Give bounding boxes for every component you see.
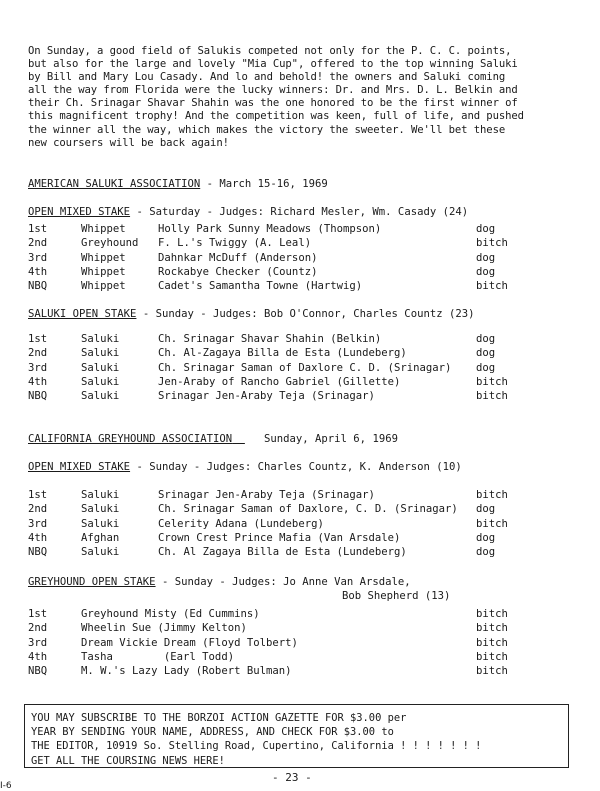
dog-cell: M. W.'s Lazy Lady (Robert Bulman): [81, 665, 292, 678]
sex-cell: bitch: [476, 665, 508, 678]
margin-note: I-6: [0, 781, 12, 791]
dog-cell: Rockabye Checker (Countz): [158, 265, 318, 278]
cga-open-heading: [28, 461, 462, 473]
breed-cell: Greyhound: [81, 237, 139, 250]
dog-cell: Ch. Srinagar Saman of Daxlore, C. D. (Srinagar): [158, 503, 458, 516]
breed-cell: Whippet: [81, 251, 126, 264]
table-row: [28, 223, 556, 237]
cga-date: Sunday, April 6, 1969: [264, 433, 398, 445]
sex-cell: bitch: [476, 650, 508, 663]
subscription-line: YEAR BY SENDING YOUR NAME, ADDRESS, AND CHECK FOR $3.00 to: [31, 726, 394, 739]
dog-cell: F. L.'s Twiggy (A. Leal): [158, 237, 312, 250]
place-cell: 3rd: [28, 636, 48, 649]
sex-cell: bitch: [476, 608, 508, 620]
table-row: [28, 237, 556, 251]
sex-cell: dog: [476, 546, 496, 559]
place-cell: 2nd: [28, 347, 48, 360]
breed-cell: Whippet: [81, 265, 126, 278]
breed-cell: Saluki: [81, 375, 120, 388]
breed-cell: Whippet: [81, 223, 126, 235]
sex-cell: bitch: [476, 636, 508, 649]
table-row: [28, 503, 556, 517]
sex-cell: dog: [476, 333, 496, 345]
dog-cell: Srinagar Jen-Araby Teja (Srinagar): [158, 489, 375, 501]
table-row: [28, 376, 556, 390]
asa-saluki-results: [28, 333, 556, 404]
cga-greyhound-heading: [28, 576, 411, 588]
dog-cell: Dahnkar McDuff (Anderson): [158, 251, 318, 264]
asa-saluki-heading: [28, 308, 474, 320]
place-cell: 4th: [28, 650, 48, 663]
place-cell: NBQ: [28, 390, 48, 403]
place-cell: NBQ: [28, 546, 48, 559]
breed-cell: Afghan: [81, 531, 120, 544]
sex-cell: bitch: [476, 375, 508, 388]
cga-open-results: [28, 489, 556, 560]
subscription-box: [24, 704, 569, 768]
table-row: [28, 665, 556, 679]
subscription-line: YOU MAY SUBSCRIBE TO THE BORZOI ACTION GAZETTE FOR $3.00 per: [31, 712, 407, 724]
asa-saluki-title: SALUKI OPEN STAKE: [28, 308, 137, 320]
table-row: [28, 390, 556, 404]
place-cell: 4th: [28, 375, 48, 388]
table-row: [28, 532, 556, 546]
asa-heading: [28, 178, 328, 190]
place-cell: 3rd: [28, 517, 48, 530]
dog-cell: Wheelin Sue (Jimmy Kelton): [81, 622, 247, 635]
dog-cell: Ch. Al Zagaya Billa de Esta (Lundeberg): [158, 546, 407, 559]
sex-cell: bitch: [476, 489, 508, 501]
breed-cell: Saluki: [81, 517, 120, 530]
breed-cell: Saluki: [81, 347, 120, 360]
intro-line: by Bill and Mary Lou Casady. And lo and behold! the owners and Saluki coming: [28, 71, 506, 84]
table-row: [28, 608, 556, 622]
asa-open-title: OPEN MIXED STAKE: [28, 206, 131, 218]
asa-saluki-info: - Sunday - Judges: Bob O'Connor, Charles Countz (23): [136, 308, 475, 320]
asa-title: AMERICAN SALUKI ASSOCIATION: [28, 178, 201, 190]
dog-cell: Dream Vickie Dream (Floyd Tolbert): [81, 636, 298, 649]
breed-cell: Saluki: [81, 390, 120, 403]
table-row: [28, 280, 556, 294]
dog-cell: Tasha (Earl Todd): [81, 650, 235, 663]
intro-line: On Sunday, a good field of Salukis competed not only for the P. C. C. points,: [28, 45, 512, 57]
place-cell: 4th: [28, 265, 48, 278]
cga-open-title: OPEN MIXED STAKE: [28, 461, 131, 473]
dog-cell: Holly Park Sunny Meadows (Thompson): [158, 223, 382, 235]
breed-cell: Saluki: [81, 489, 120, 501]
asa-open-results: [28, 223, 556, 294]
table-row: [28, 518, 556, 532]
place-cell: NBQ: [28, 665, 48, 678]
dog-cell: Ch. Srinagar Saman of Daxlore C. D. (Srinagar): [158, 361, 452, 374]
sex-cell: dog: [476, 251, 496, 264]
intro-line: all the way from Florida were the lucky winners: Dr. and Mrs. D. L. Belkin and: [28, 84, 518, 97]
intro-paragraph: [28, 45, 573, 150]
intro-line: their Ch. Srinagar Shavar Shahin was the one honored to be the first winner of: [28, 97, 518, 110]
table-row: [28, 622, 556, 636]
place-cell: 2nd: [28, 237, 48, 250]
asa-date: - March 15-16, 1969: [200, 178, 328, 190]
sex-cell: dog: [476, 347, 496, 360]
place-cell: 3rd: [28, 251, 48, 264]
sex-cell: dog: [476, 265, 496, 278]
intro-line: but also for the large and lovely "Mia Cup", offered to the top winning Saluki: [28, 58, 518, 71]
cga-open-info: - Sunday - Judges: Charles Countz, K. Anderson (10): [130, 461, 462, 473]
place-cell: 2nd: [28, 622, 48, 635]
place-cell: 2nd: [28, 503, 48, 516]
dog-cell: Ch. Srinagar Shavar Shahin (Belkin): [158, 333, 382, 345]
table-row: [28, 362, 556, 376]
subscription-line: THE EDITOR, 10919 So. Stelling Road, Cupertino, California ! ! ! ! ! ! !: [31, 740, 482, 753]
table-row: [28, 266, 556, 280]
cga-greyhound-info2: Bob Shepherd (13): [342, 590, 451, 602]
cga-greyhound-info: - Sunday - Judges: Jo Anne Van Arsdale,: [155, 576, 411, 588]
place-cell: 1st: [28, 223, 48, 235]
page-number: - 23 -: [272, 771, 312, 784]
asa-open-heading: [28, 206, 468, 218]
place-cell: 1st: [28, 608, 48, 620]
sex-cell: bitch: [476, 622, 508, 635]
sex-cell: dog: [476, 531, 496, 544]
breed-cell: Saluki: [81, 503, 120, 516]
sex-cell: bitch: [476, 517, 508, 530]
sex-cell: dog: [476, 503, 496, 516]
intro-line: new coursers will be back again!: [28, 136, 229, 149]
sex-cell: dog: [476, 223, 496, 235]
table-row: [28, 347, 556, 361]
intro-line: the winner all the way, which makes the victory the sweeter. We'll bet these: [28, 123, 506, 136]
subscription-line: GET ALL THE COURSING NEWS HERE!: [31, 754, 225, 767]
table-row: [28, 637, 556, 651]
sex-cell: dog: [476, 361, 496, 374]
table-row: [28, 546, 556, 560]
dog-cell: Jen-Araby of Rancho Gabriel (Gillette): [158, 375, 401, 388]
asa-open-info: - Saturday - Judges: Richard Mesler, Wm. Casady (24): [130, 206, 469, 218]
dog-cell: Celerity Adana (Lundeberg): [158, 517, 324, 530]
sex-cell: bitch: [476, 280, 508, 293]
breed-cell: Saluki: [81, 546, 120, 559]
dog-cell: Cadet's Samantha Towne (Hartwig): [158, 280, 363, 293]
sex-cell: bitch: [476, 390, 508, 403]
dog-cell: Greyhound Misty (Ed Cummins): [81, 608, 260, 620]
table-row: [28, 651, 556, 665]
place-cell: 1st: [28, 489, 48, 501]
dog-cell: Ch. Al-Zagaya Billa de Esta (Lundeberg): [158, 347, 407, 360]
cga-title: CALIFORNIA GREYHOUND ASSOCIATION: [28, 433, 233, 445]
dog-cell: Crown Crest Prince Mafia (Van Arsdale): [158, 531, 401, 544]
cga-heading: [28, 433, 398, 445]
sex-cell: bitch: [476, 237, 508, 250]
breed-cell: Saluki: [81, 361, 120, 374]
place-cell: 1st: [28, 333, 48, 345]
breed-cell: Whippet: [81, 280, 126, 293]
cga-greyhound-results: [28, 608, 556, 679]
intro-line: this magnificent trophy! And the competition was keen, full of life, and pushed: [28, 110, 524, 123]
dog-cell: Srinagar Jen-Araby Teja (Srinagar): [158, 390, 375, 403]
breed-cell: Saluki: [81, 333, 120, 345]
cga-greyhound-title: GREYHOUND OPEN STAKE: [28, 576, 156, 588]
place-cell: NBQ: [28, 280, 48, 293]
place-cell: 4th: [28, 531, 48, 544]
table-row: [28, 489, 556, 503]
table-row: [28, 333, 556, 347]
place-cell: 3rd: [28, 361, 48, 374]
table-row: [28, 252, 556, 266]
